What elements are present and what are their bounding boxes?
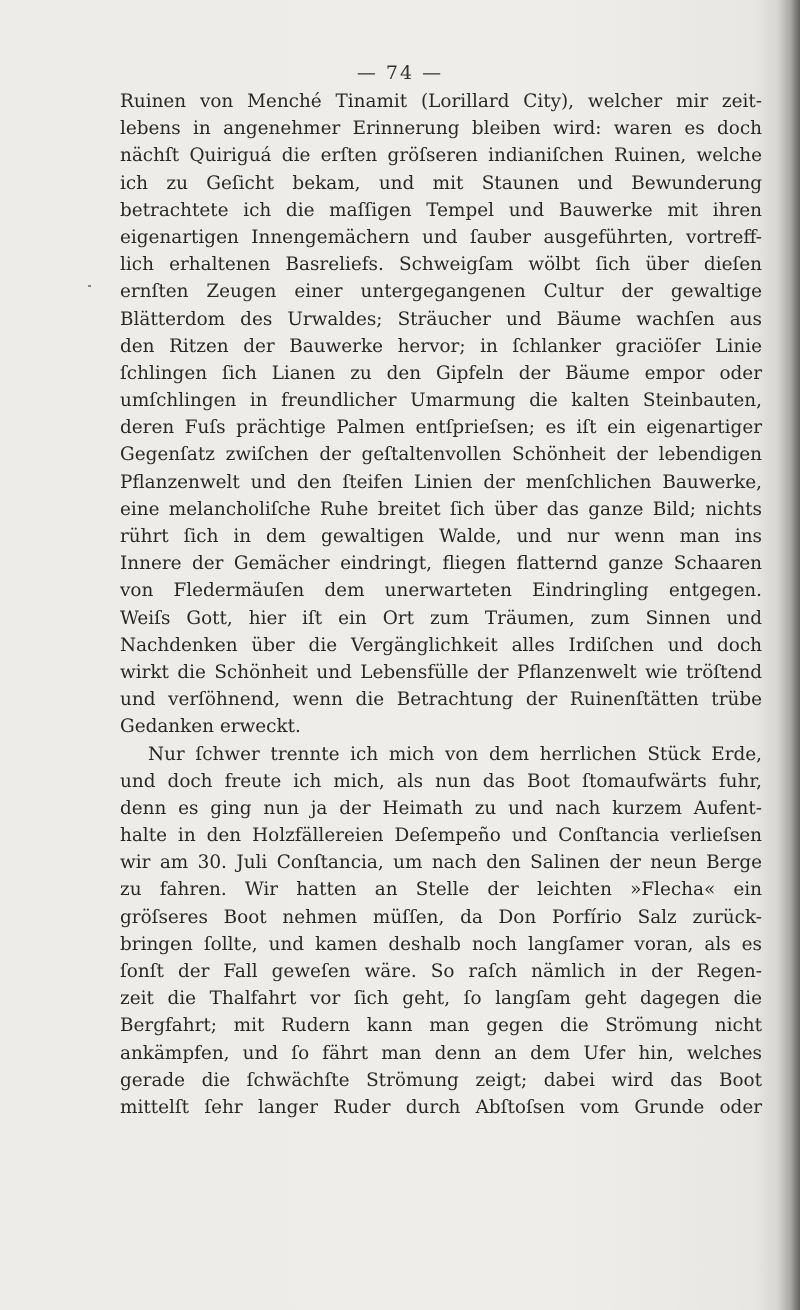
text-line: lebens in angenehmer Erinnerung bleiben wird: waren es doch <box>120 118 762 140</box>
text-line: zeit die Thalfahrt vor ſich geht, ſo langſam geht dagegen die <box>120 988 762 1010</box>
page-number: — 74 — <box>356 62 444 84</box>
text-line: gröſseres Boot nehmen müſſen, da Don Porfírio Salz zurück- <box>120 906 762 928</box>
text-line: wir am 30. Juli Conſtancia, um nach den Salinen der neun Berge <box>120 852 762 874</box>
text-line: denn es ging nun ja der Heimath zu und nach kurzem Aufent- <box>120 797 762 819</box>
text-line: den Ritzen der Bauwerke hervor; in ſchlanker graciöſer Linie <box>120 335 762 357</box>
text-line: und verſöhnend, wenn die Betrachtung der Ruinenſtätten trübe <box>120 689 762 711</box>
text-line: lich erhaltenen Basreliefs. Schweigſam wölbt ſich über dieſen <box>120 254 762 276</box>
text-line: gerade die ſchwächſte Strömung zeigt; dabei wird das Boot <box>120 1069 762 1091</box>
text-line: bringen ſollte, und kamen deshalb noch langſamer voran, als es <box>120 933 762 955</box>
text-line: Bergfahrt; mit Rudern kann man gegen die Strömung nicht <box>120 1015 762 1037</box>
text-line: deren Fuſs prächtige Palmen entſprieſsen; es iſt ein eigenartiger <box>120 417 762 439</box>
text-line: eine melancholiſche Ruhe breitet ſich über das ganze Bild; nichts <box>120 498 762 520</box>
text-line: zu fahren. Wir hatten an Stelle der leichten »Flecha« ein <box>120 879 762 901</box>
paragraph-start-line: Nur ſchwer trennte ich mich von dem herrlichen Stück Erde, <box>148 743 762 765</box>
text-line: ſchlingen ſich Lianen zu den Gipfeln der Bäume empor oder <box>120 362 762 384</box>
margin-mark <box>88 285 91 287</box>
text-line: eigenartigen Innengemächern und ſauber ausgeführten, vortreff- <box>120 226 762 248</box>
page-gutter-shadow <box>778 0 800 1310</box>
text-line: Pflanzenwelt und den ſteifen Linien der menſchlichen Bauwerke, <box>120 471 762 493</box>
text-line: umſchlingen in freundlicher Umarmung die kalten Steinbauten, <box>120 390 762 412</box>
text-line: halte in den Holzfällereien Deſempeño und Conſtancia verlieſsen <box>120 825 762 847</box>
text-line: ankämpfen, und ſo fährt man denn an dem Ufer hin, welches <box>120 1042 762 1064</box>
text-line: Weiſs Gott, hier iſt ein Ort zum Träumen, zum Sinnen und <box>120 607 762 629</box>
text-line: Gegenſatz zwiſchen der geſtaltenvollen Schönheit der lebendigen <box>120 444 762 466</box>
body-text <box>120 88 762 1121</box>
text-line: Nachdenken über die Vergänglichkeit alles Irdiſchen und doch <box>120 634 762 656</box>
text-line: mittelſt ſehr langer Ruder durch Abſtoſsen vom Grunde oder <box>120 1096 762 1118</box>
text-line: von Fledermäuſen dem unerwarteten Eindringling entgegen. <box>120 580 762 602</box>
text-line: Ruinen von Menché Tinamit (Lorillard City), welcher mir zeit- <box>120 91 762 112</box>
paragraph-end-line: Gedanken erweckt. <box>120 716 301 738</box>
text-line: ernſten Zeugen einer untergegangenen Cultur der gewaltige <box>120 281 762 303</box>
text-line: rührt ſich in dem gewaltigen Walde, und nur wenn man ins <box>120 526 762 547</box>
text-line: nächſt Quiriguá die erſten gröſseren indianiſchen Ruinen, welche <box>120 145 762 167</box>
text-line: wirkt die Schönheit und Lebensfülle der Pflanzenwelt wie tröſtend <box>120 661 762 683</box>
text-line: Blätterdom des Urwaldes; Sträucher und Bäume wachſen aus <box>120 308 762 330</box>
text-line: und doch freute ich mich, als nun das Boot ſtomaufwärts fuhr, <box>120 770 762 792</box>
text-line: betrachtete ich die maſſigen Tempel und Bauwerke mit ihren <box>120 199 762 221</box>
text-line: ſonſt der Fall geweſen wäre. So raſch nämlich in der Regen- <box>120 961 762 982</box>
text-line: ich zu Geſicht bekam, und mit Staunen und Bewunderung <box>120 172 762 194</box>
text-line: Innere der Gemächer eindringt, fliegen flatternd ganze Schaaren <box>120 553 762 575</box>
